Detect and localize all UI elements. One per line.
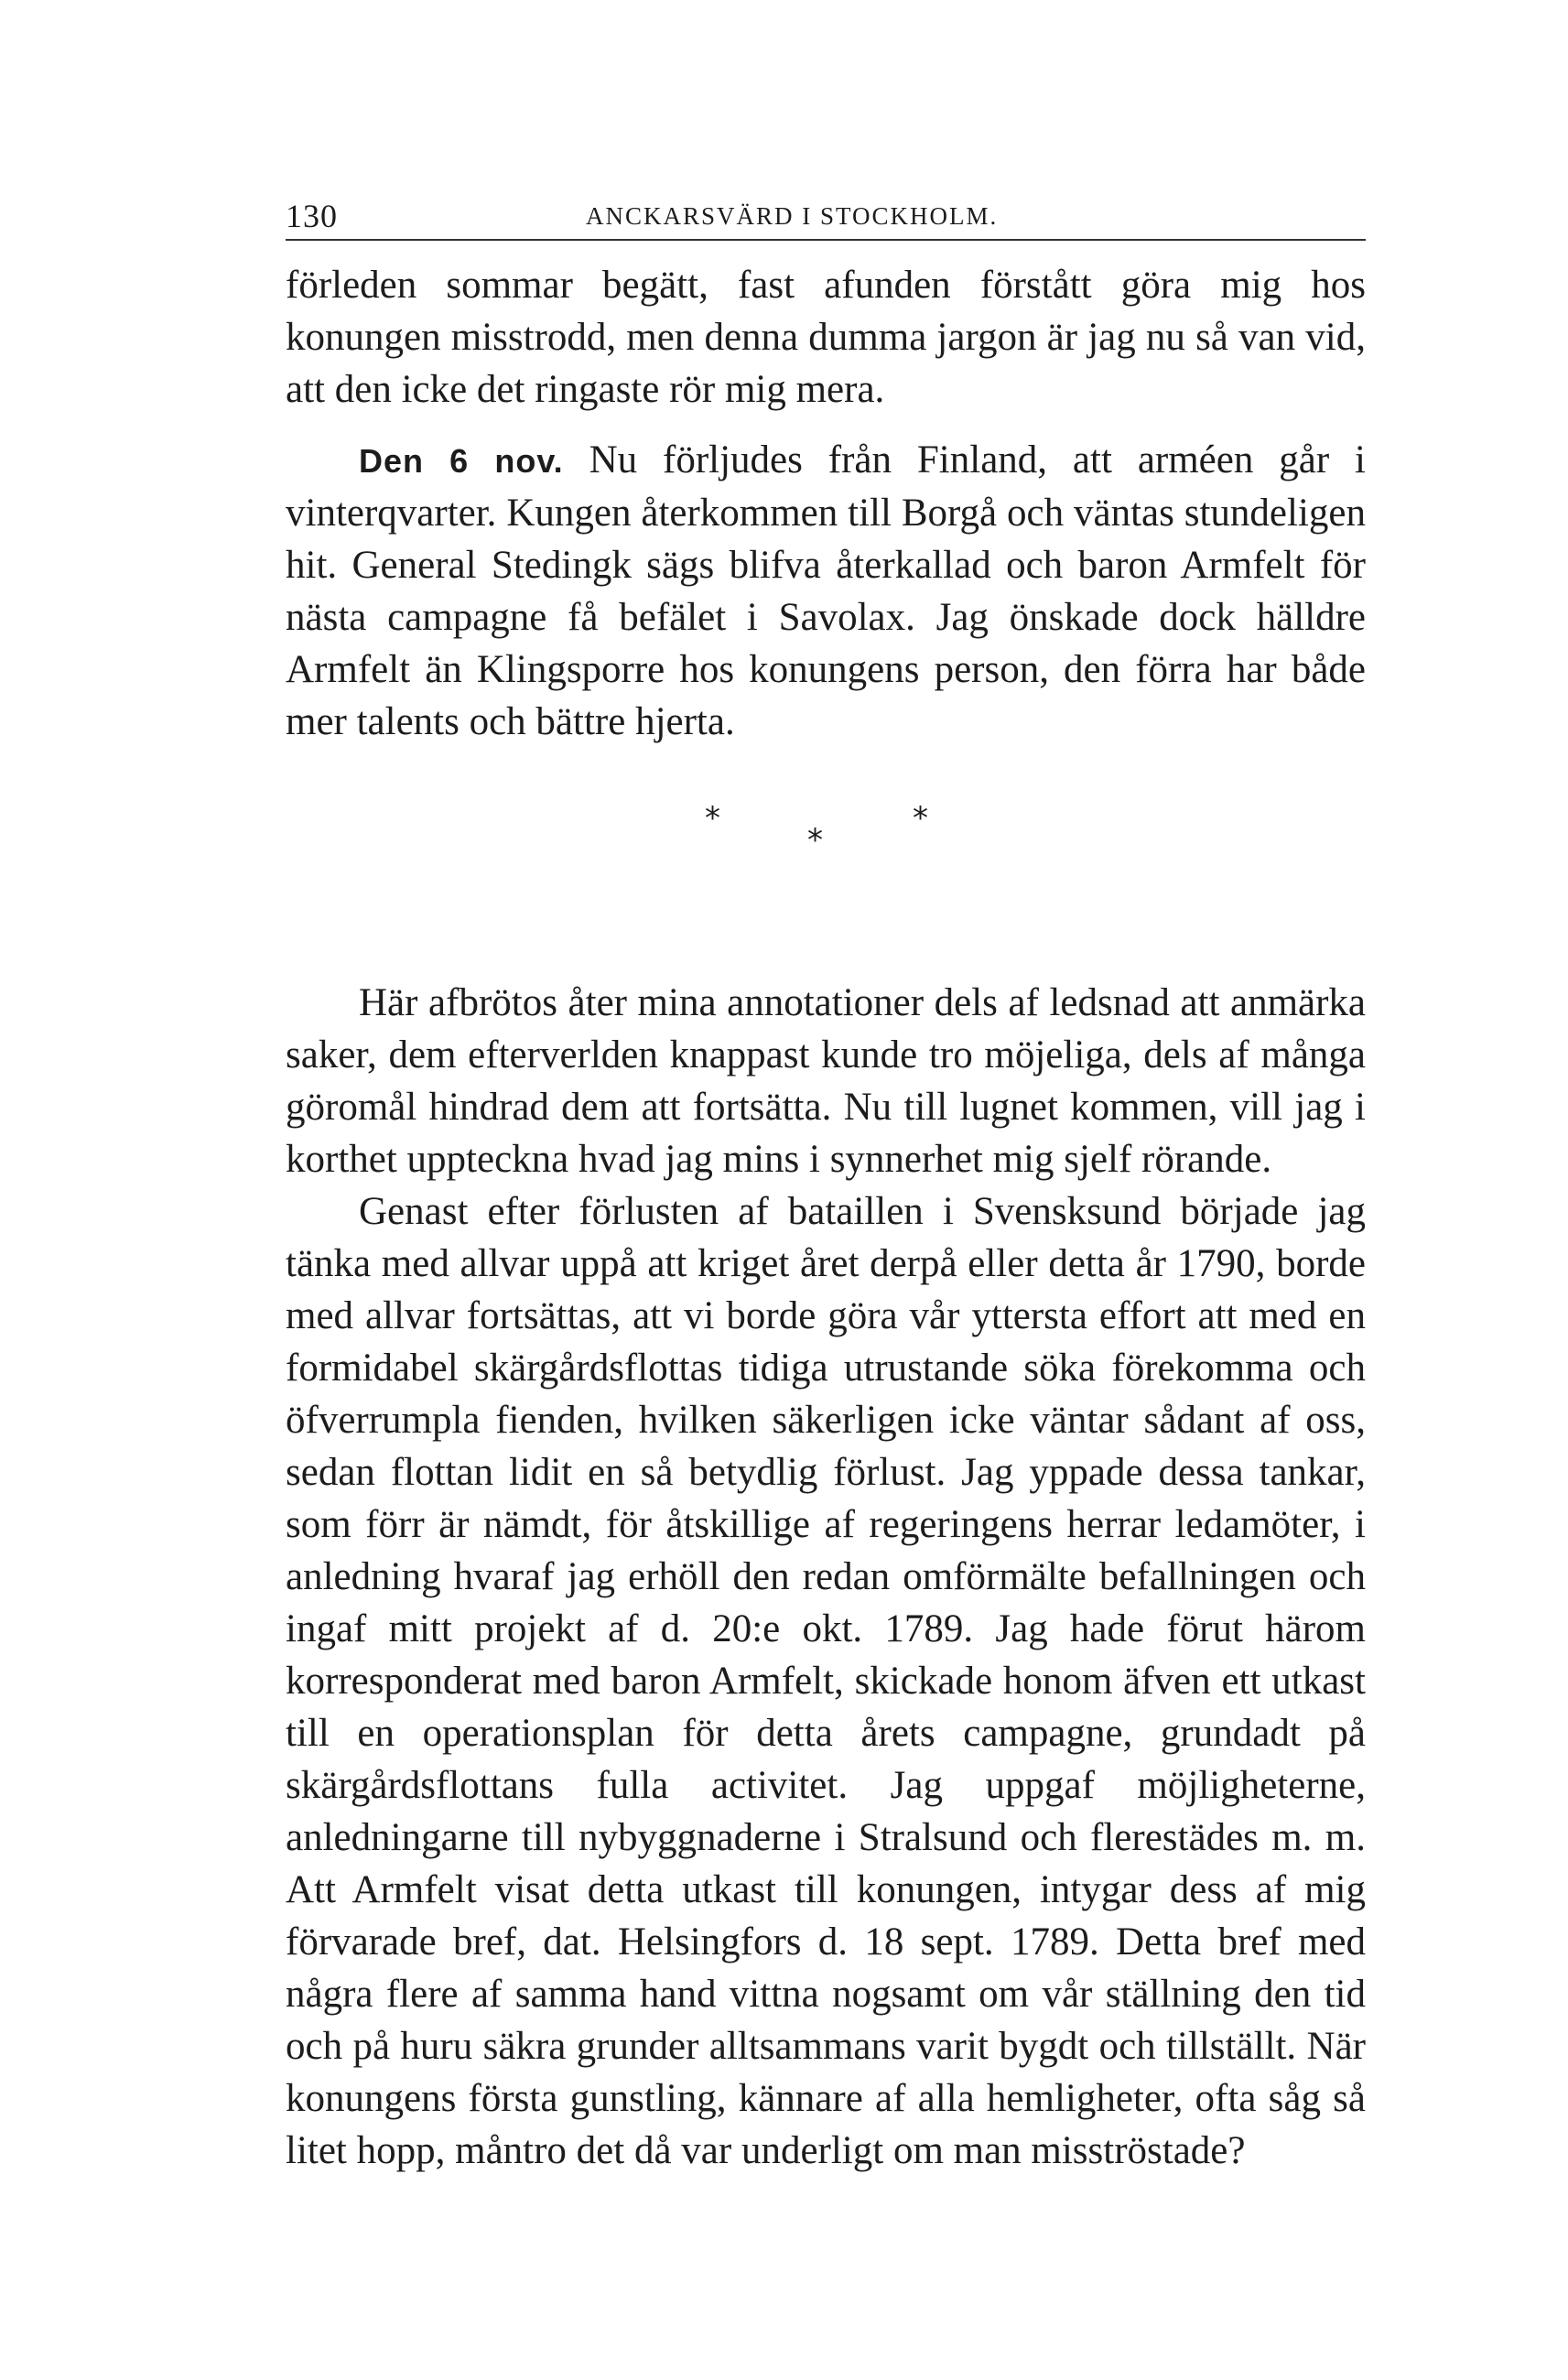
- running-head: [286, 197, 1366, 241]
- section-separator: [286, 748, 1366, 977]
- paragraph-svensksund: Genast efter förlusten af bataillen i Svensksund började jag tänka med allvar uppå att kriget året derpå eller detta år 1790, borde med allvar fortsättas, att vi borde göra vår yttersta effort att med en formidabel skärgårdsflottas tidiga utrustande söka förekomma och öfverrumpla fienden, hvilken säkerligen icke väntar sådant af oss, sedan flottan lidit en så betydlig förlust. Jag yppade dessa tankar, som förr är nämdt, för åtskillige af regeringens herrar ledamöter, i anledning hvaraf jag erhöll den redan omförmälte befallningen och ingaf mitt projekt af d. 20:e okt. 1789. Jag hade förut härom korresponderat med baron Armfelt, skickade honom äfven ett utkast till en operationsplan för detta årets campagne, grundadt på skärgårdsflottans fulla activitet. Jag uppgaf möjligheterne, anledningarne till nybyggnaderne i Stralsund och flerestädes m. m. Att Armfelt visat detta utkast till konungen, intygar dess af mig förvarade bref, dat. Helsingfors d. 18 sept. 1789. Detta bref med några flere af samma hand vittna nogsamt om vår ställning den tid och på huru säkra grunder alltsammans varit bygdt och tillställt. När konungens första gunstling, kännare af alla hemligheter, ofta såg så litet hopp, måntro det då var underligt om man misströstade?: [286, 1190, 1366, 2172]
- asterisk-ornament: *: [913, 800, 928, 837]
- asterisk-ornament: *: [807, 822, 823, 859]
- entry-text: Nu förljudes från Finland, att arméen går i vinterqvarter. Kungen återkommen till Borgå och väntas stundeligen hit. General Stedingk sägs blifva återkallad och baron Armfelt för nästa campagne få befälet i Savolax. Jag önskade dock hälldre Armfelt än Klingsporre hos konungens person, den förra har både mer talents och bättre hjerta.: [286, 438, 1366, 743]
- running-title: ANCKARSVÄRD I STOCKHOLM.: [586, 202, 999, 230]
- entry-date: Den 6 nov.: [359, 442, 564, 480]
- page-number: 130: [286, 198, 338, 234]
- asterisk-ornament: *: [705, 800, 720, 837]
- paragraph-annotations: Här afbrötos åter mina annotationer dels af ledsnad att anmärka saker, dem efterverlden knappast kunde tro möjeliga, dels af många göromål hindrad dem att fortsätta. Nu till lugnet kommen, vill jag i korthet uppteckna hvad jag mins i synnerhet mig sjelf rörande.: [286, 981, 1366, 1181]
- diary-entry-6-nov: [286, 434, 1366, 748]
- book-page: [286, 197, 1366, 2177]
- paragraph-continuation: förleden sommar begätt, fast afunden förstått göra mig hos konungen misstrodd, men denna dumma jargon är jag nu så van vid, att den icke det ringaste rör mig mera.: [286, 264, 1366, 411]
